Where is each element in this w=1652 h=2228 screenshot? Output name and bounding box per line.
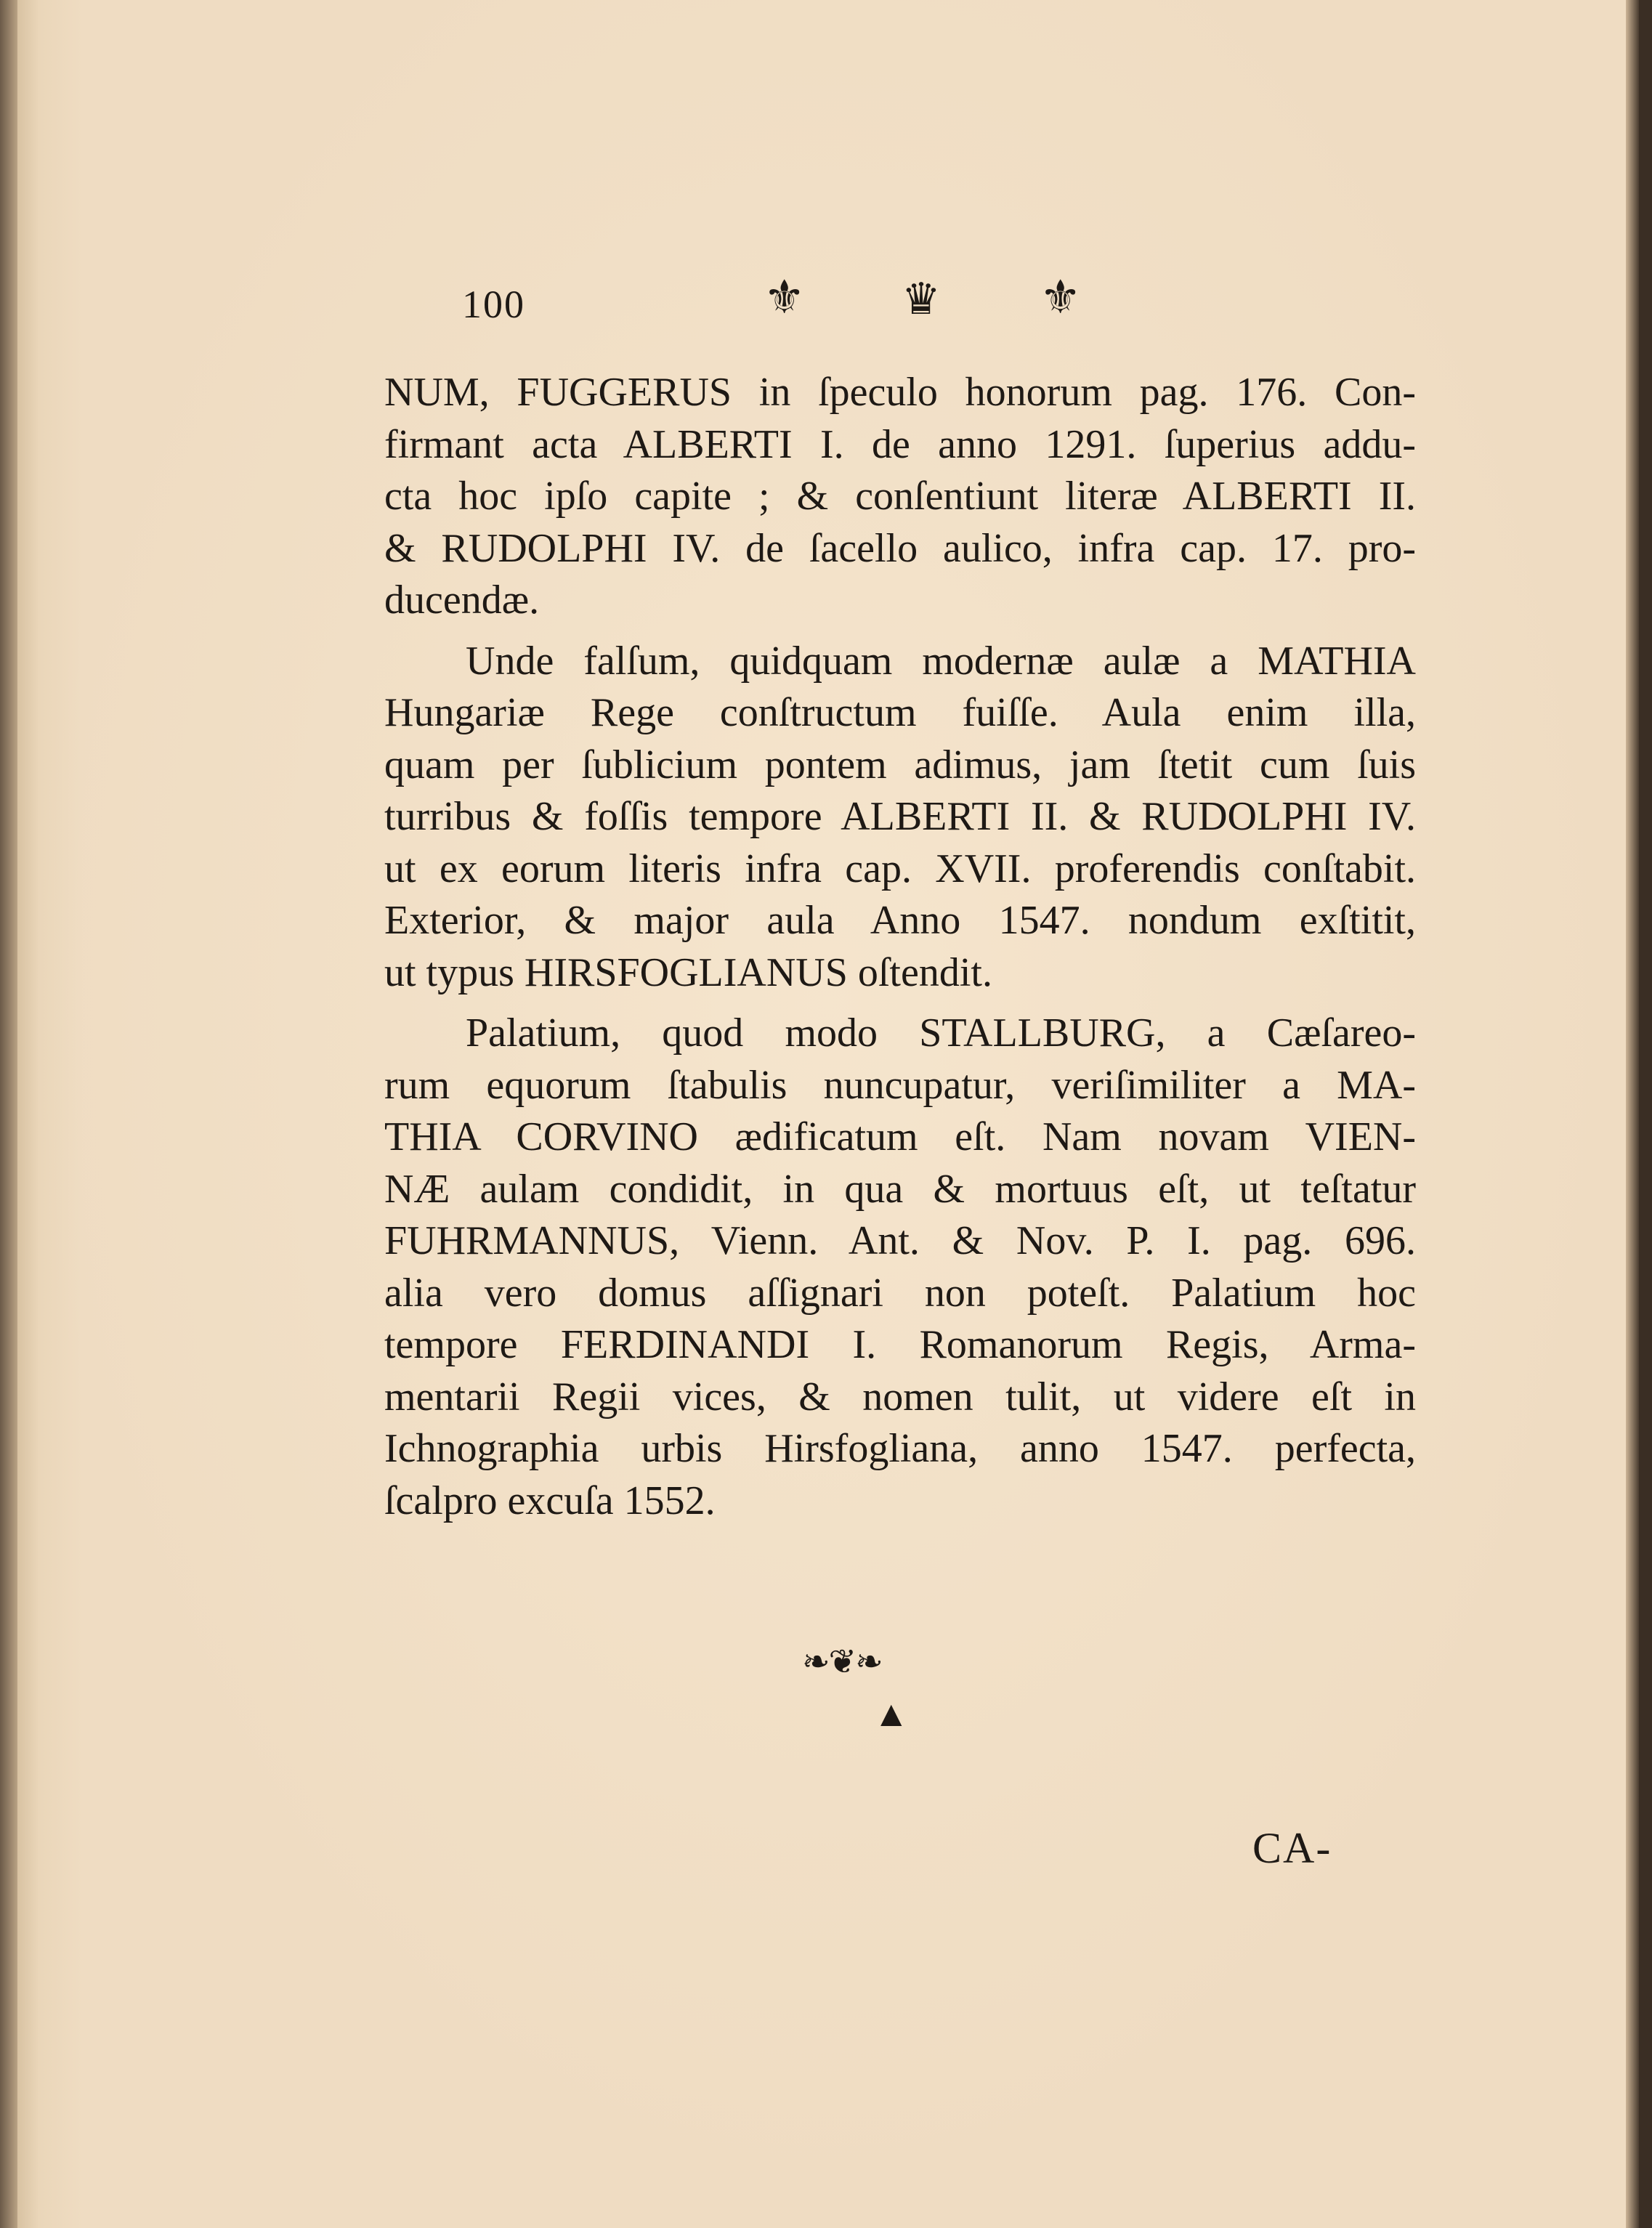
body-text [384, 367, 1416, 1527]
text-line: ut typus HIRSFOGLIANUS oſtendit. [384, 949, 992, 995]
text-line: Hungariæ Rege conſtructum fuiſſe. Aula enim illa, [384, 690, 1416, 735]
crown-icon: ♛ [902, 275, 941, 323]
page-edge [1626, 0, 1639, 2228]
tailpiece-ornament-icon [802, 1642, 976, 1743]
text-line: NÆ aulam condidit, in qua & mortuus eſt, ut teſtatur [384, 1166, 1416, 1212]
text-line: rum equorum ſtabulis nuncupatur, veriſimiliter a MA- [384, 1062, 1416, 1108]
catchword: CA- [1252, 1824, 1332, 1872]
bell-ornament-icon: ▲ [873, 1693, 910, 1734]
book-gutter [0, 0, 17, 2228]
text-line: mentarii Regii vices, & nomen tulit, ut videre eſt in [384, 1374, 1416, 1419]
text-line: & RUDOLPHI IV. de ſacello aulico, infra cap. 17. pro- [384, 525, 1416, 571]
text-line: ſcalpro excuſa 1552. [384, 1478, 716, 1523]
text-line: ut ex eorum literis infra cap. XVII. proferendis conſtabit. [384, 846, 1416, 891]
text-line: NUM, FUGGERUS in ſpeculo honorum pag. 176. Con- [384, 370, 1416, 415]
text-line: FUHRMANNUS, Vienn. Ant. & Nov. P. I. pag. 696. [384, 1218, 1416, 1263]
book-page [17, 0, 1639, 2228]
text-line: turribus & foſſis tempore ALBERTI II. & RUDOLPHI IV. [384, 794, 1416, 839]
text-line: Exterior, & major aula Anno 1547. nondum exſtitit, [384, 898, 1416, 943]
running-header [462, 269, 1428, 341]
text-line: Ichnographia urbis Hirsfogliana, anno 1547. perfecta, [384, 1426, 1416, 1471]
text-line: firmant acta ALBERTI I. de anno 1291. ſuperius addu- [384, 421, 1416, 467]
text-line: Palatium, quod modo STALLBURG, a Cæſareo- [466, 1010, 1416, 1056]
page-number: 100 [462, 283, 525, 326]
text-line: ducendæ. [384, 578, 540, 623]
text-line: Unde falſum, quidquam modernæ aulæ a MATHIA [466, 638, 1416, 684]
fleur-icon: ⚜ [1040, 272, 1082, 323]
text-line: tempore FERDINANDI I. Romanorum Regis, Arma- [384, 1322, 1416, 1367]
text-line: quam per ſublicium pontem adimus, jam ſtetit cum ſuis [384, 742, 1416, 787]
text-line: cta hoc ipſo capite ; & conſentiunt literæ ALBERTI II. [384, 474, 1416, 519]
vine-ornament-icon: ❧❦❧ [802, 1643, 882, 1680]
text-line: alia vero domus aſſignari non poteſt. Palatium hoc [384, 1270, 1416, 1316]
text-line: THIA CORVINO ædificatum eſt. Nam novam VIEN- [384, 1114, 1416, 1159]
fleur-icon: ⚜ [764, 272, 806, 323]
